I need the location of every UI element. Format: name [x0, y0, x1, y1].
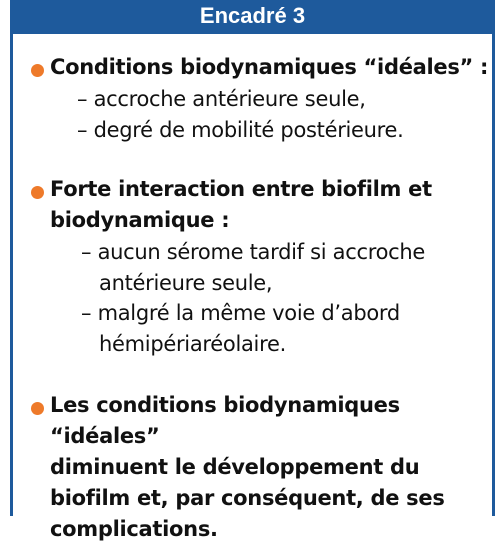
- orange-bullet-icon: [31, 402, 44, 415]
- sub-item-line: antérieure seule,: [99, 271, 273, 295]
- bullet-title-line: diminuent le développement du: [50, 455, 420, 479]
- bullet-title: [50, 174, 432, 236]
- sub-item-line: – accroche antérieure seule,: [77, 87, 366, 111]
- sub-item-line: – malgré la même voie d’abord: [81, 301, 400, 325]
- orange-bullet-icon: [31, 186, 44, 199]
- bullet-title-line: complications.: [50, 517, 218, 541]
- sub-item: [81, 237, 425, 299]
- bullet-item: [31, 390, 492, 545]
- bullet-item: [31, 52, 488, 83]
- orange-bullet-icon: [31, 64, 44, 77]
- box-header: Encadré 3: [13, 0, 492, 34]
- bullet-title-line: Les conditions biodynamiques “idéales”: [50, 393, 400, 448]
- bullet-title-line: biofilm et, par conséquent, de ses: [50, 486, 445, 510]
- bullet-title: [50, 52, 488, 83]
- sub-item-line: – degré de mobilité postérieure.: [77, 118, 404, 142]
- bullet-title-line: biodynamique :: [50, 208, 230, 232]
- sub-item: [81, 298, 400, 360]
- bullet-title-line: Forte interaction entre biofilm et: [50, 177, 432, 201]
- sub-item: [77, 115, 404, 146]
- sub-item: [77, 84, 366, 115]
- bullet-title-line: Conditions biodynamiques “idéales” :: [50, 55, 489, 79]
- sub-item-line: – aucun sérome tardif si accroche: [81, 240, 426, 264]
- encadre-box: [10, 0, 495, 541]
- bullet-item: [31, 174, 432, 236]
- sub-item-line: hémipériaréolaire.: [99, 332, 286, 356]
- bullet-title: [50, 390, 492, 545]
